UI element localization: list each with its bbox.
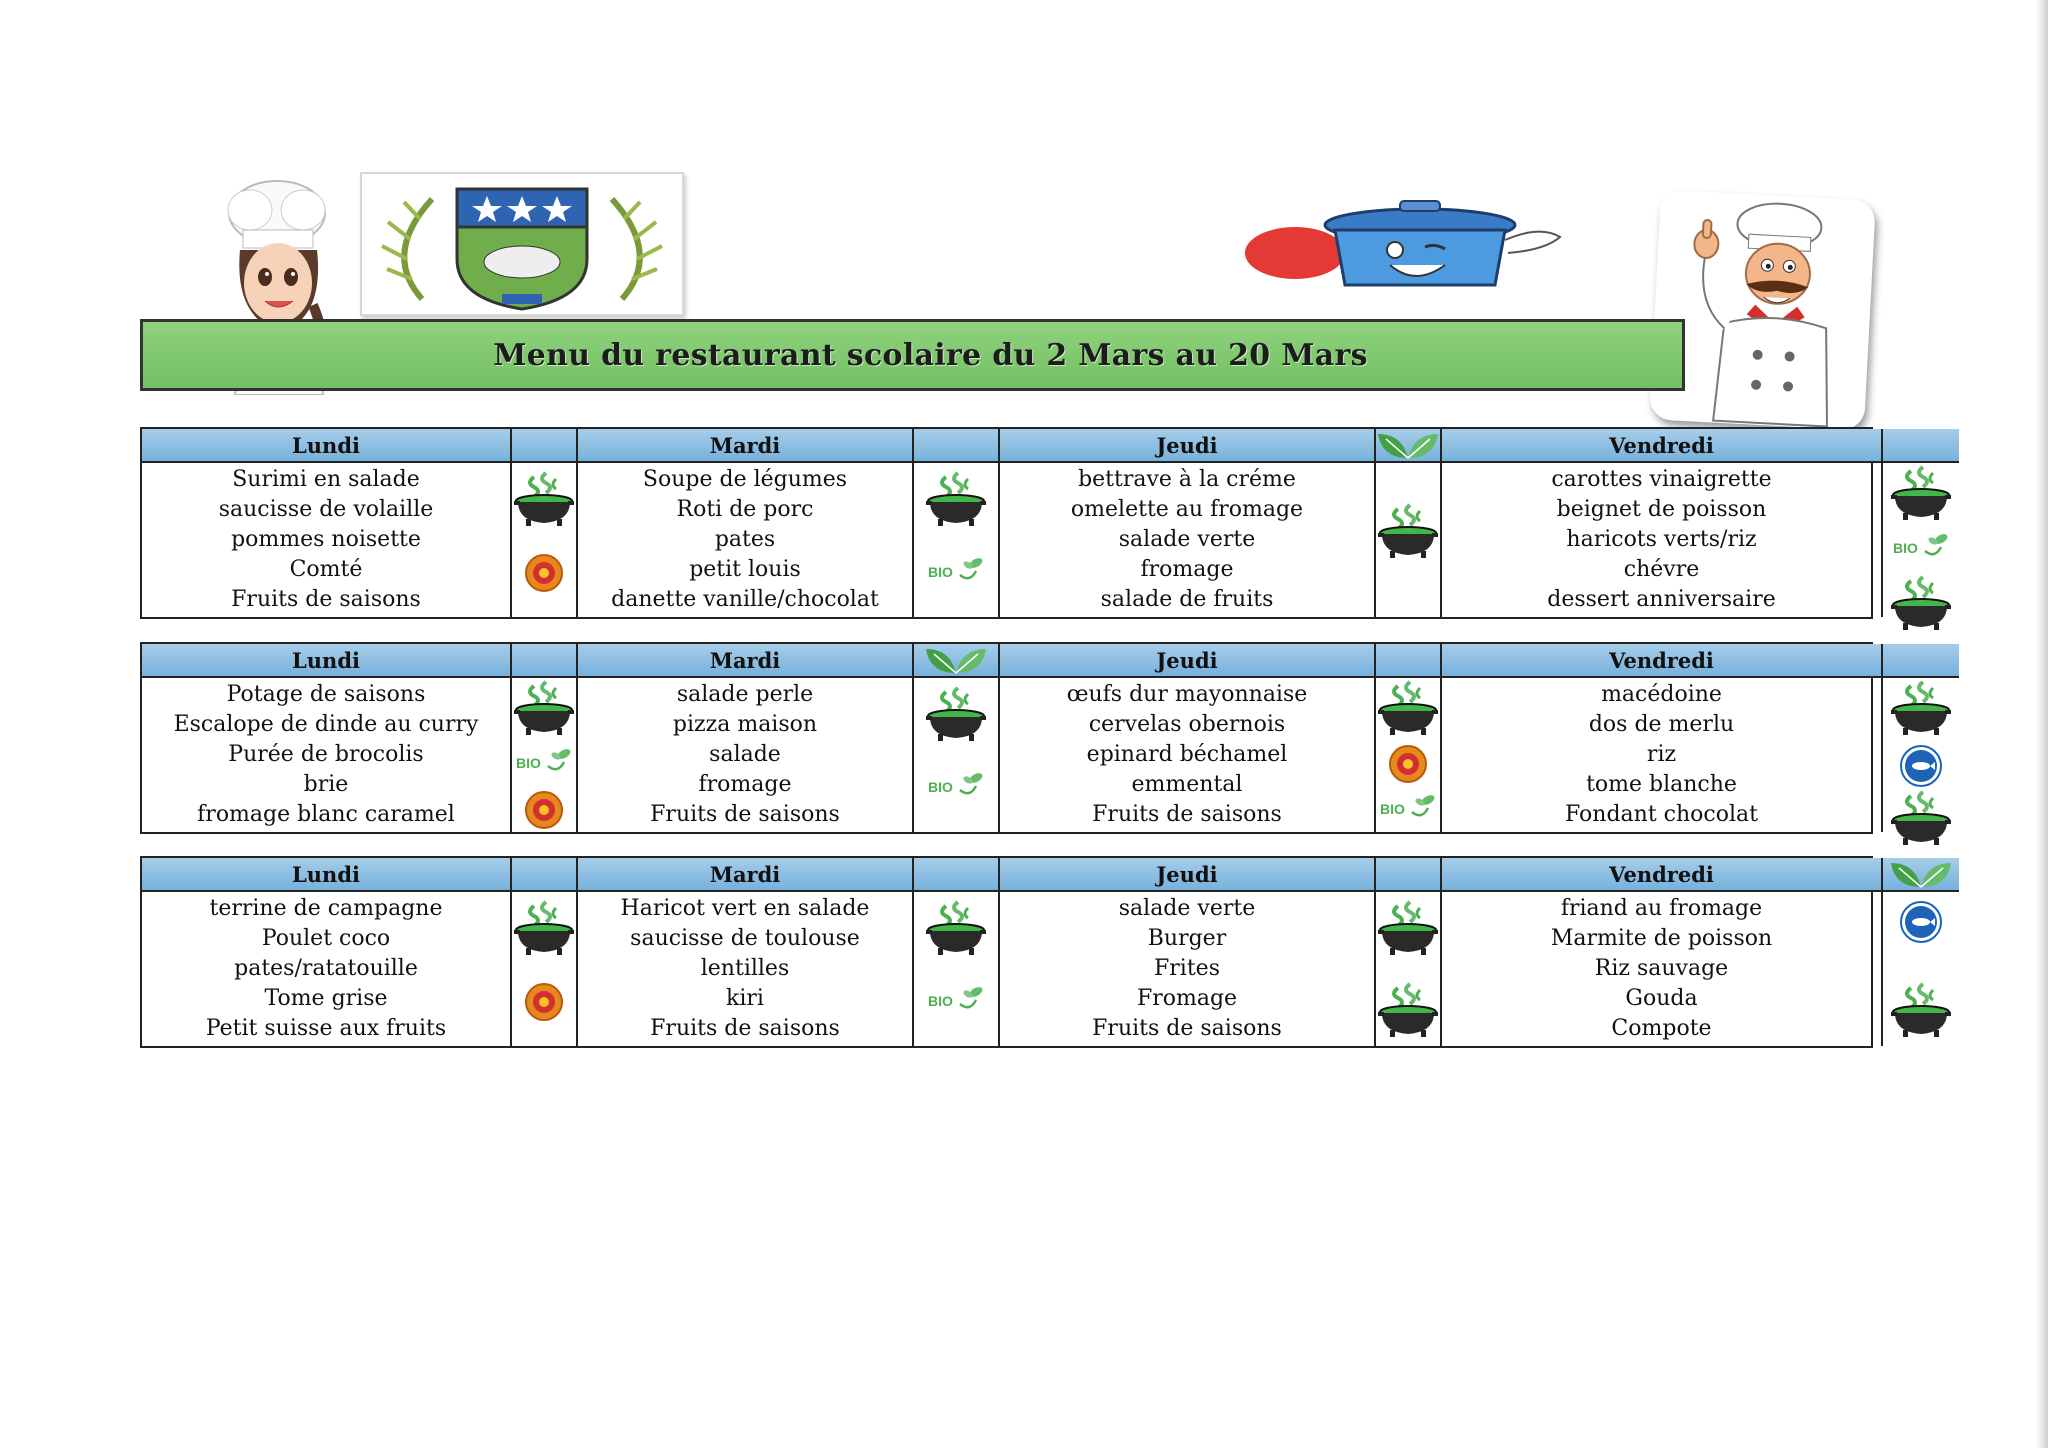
quality-labels-cell (1883, 463, 1959, 617)
quality-labels-cell (1376, 463, 1442, 617)
quality-labels-cell (512, 678, 578, 832)
svg-text:BIO: BIO (928, 993, 953, 1009)
vegetarian-leaf-icon (920, 645, 992, 675)
dish-item: tome blanche (1586, 772, 1737, 797)
dish-item: Comté (289, 557, 363, 582)
dish-list-lundi (142, 892, 512, 1046)
label-header-cell (1883, 644, 1959, 678)
dish-item: pates (714, 527, 776, 552)
dish-item: Fruits de saisons (1092, 802, 1282, 827)
bio-label-icon (924, 768, 988, 800)
dish-item: fromage (1140, 557, 1234, 582)
homemade-pot-icon (924, 686, 988, 742)
homemade-pot-icon (1889, 982, 1953, 1038)
dish-item: kiri (726, 986, 764, 1011)
dish-item: Tome grise (264, 986, 388, 1011)
svg-text:BIO: BIO (1380, 801, 1405, 817)
label-header-cell (512, 429, 578, 463)
dish-item: haricots verts/riz (1566, 527, 1757, 552)
quality-labels-cell (1883, 678, 1959, 832)
day-header-vendredi: Vendredi (1442, 644, 1883, 678)
homemade-pot-icon (512, 900, 576, 956)
dish-item: pommes noisette (231, 527, 421, 552)
dish-item: Potage de saisons (226, 682, 426, 707)
dish-item: pizza maison (672, 712, 818, 737)
town-crest-logo (360, 172, 684, 316)
day-header-vendredi: Vendredi (1442, 429, 1883, 463)
dish-item: Petit suisse aux fruits (205, 1016, 447, 1041)
homemade-pot-icon (512, 680, 576, 736)
dish-item: Gouda (1625, 986, 1698, 1011)
quality-labels-cell (914, 892, 1000, 1046)
dish-item: Poulet coco (261, 926, 391, 951)
day-header-vendredi: Vendredi (1442, 858, 1883, 892)
dish-item: Purée de brocolis (228, 742, 424, 767)
homemade-pot-icon (1376, 503, 1440, 559)
homemade-pot-icon (1889, 465, 1953, 521)
homemade-pot-icon (1376, 680, 1440, 736)
dish-item: pates/ratatouille (234, 956, 418, 981)
dish-item: saucisse de toulouse (630, 926, 860, 951)
dish-item: dos de merlu (1588, 712, 1735, 737)
dish-item: Fruits de saisons (650, 802, 840, 827)
dish-item: emmental (1131, 772, 1243, 797)
week-table-2 (140, 642, 1873, 834)
dish-list-jeudi (1000, 463, 1376, 617)
dish-item: salade (709, 742, 781, 767)
vegetarian-leaf-icon (1885, 859, 1957, 889)
dish-list-lundi (142, 463, 512, 617)
dish-list-vendredi (1442, 678, 1883, 832)
dish-list-jeudi (1000, 892, 1376, 1046)
day-header-mardi: Mardi (578, 644, 914, 678)
label-header-cell (914, 429, 1000, 463)
dish-item: œufs dur mayonnaise (1066, 682, 1308, 707)
quality-labels-cell (1376, 678, 1442, 832)
homemade-pot-icon (924, 471, 988, 527)
cartoon-pot-illustration (1240, 195, 1600, 295)
label-header-cell (512, 858, 578, 892)
aop-label-icon (524, 790, 564, 830)
title-banner (140, 319, 1685, 391)
dish-list-mardi (578, 463, 914, 617)
homemade-pot-icon (1889, 575, 1953, 631)
dish-list-lundi (142, 678, 512, 832)
aop-label-icon (524, 982, 564, 1022)
dish-item: friand au fromage (1560, 896, 1763, 921)
day-header-lundi: Lundi (142, 644, 512, 678)
label-header-cell (512, 644, 578, 678)
dish-item: Soupe de légumes (642, 467, 848, 492)
homemade-pot-icon (512, 471, 576, 527)
dish-item: epinard béchamel (1086, 742, 1288, 767)
dish-item: fromage blanc caramel (197, 802, 455, 827)
dish-item: dessert anniversaire (1547, 587, 1776, 612)
label-header-cell (1376, 429, 1442, 463)
label-header-cell (914, 858, 1000, 892)
svg-text:BIO: BIO (928, 779, 953, 795)
homemade-pot-icon (1889, 790, 1953, 846)
dish-item: Compote (1611, 1016, 1712, 1041)
svg-text:BIO: BIO (1893, 540, 1918, 556)
aop-label-icon (524, 553, 564, 593)
sustainable-fishing-icon (1899, 900, 1943, 944)
svg-text:BIO: BIO (928, 564, 953, 580)
homemade-pot-icon (1376, 900, 1440, 956)
page-title: Menu du restaurant scolaire du 2 Mars au 20 Mars (493, 337, 1368, 373)
label-header-cell (1883, 858, 1959, 892)
quality-labels-cell (1883, 892, 1959, 1046)
dish-item: Burger (1147, 926, 1227, 951)
week-table-1 (140, 427, 1918, 619)
dish-item: danette vanille/chocolat (611, 587, 879, 612)
quality-labels-cell (512, 892, 578, 1046)
dish-item: Riz sauvage (1594, 956, 1729, 981)
aop-label-icon (1388, 744, 1428, 784)
dish-item: salade de fruits (1100, 587, 1274, 612)
dish-item: salade verte (1118, 527, 1256, 552)
male-chef-illustration (1649, 190, 1876, 431)
dish-item: riz (1646, 742, 1677, 767)
dish-item: brie (303, 772, 349, 797)
quality-labels-cell (512, 463, 578, 617)
dish-item: chévre (1623, 557, 1700, 582)
sustainable-fishing-icon (1899, 744, 1943, 788)
dish-item: lentilles (700, 956, 790, 981)
dish-item: Fruits de saisons (650, 1016, 840, 1041)
quality-labels-cell (914, 463, 1000, 617)
day-header-jeudi: Jeudi (1000, 858, 1376, 892)
dish-item: carottes vinaigrette (1551, 467, 1772, 492)
dish-item: salade verte (1118, 896, 1256, 921)
day-header-jeudi: Jeudi (1000, 644, 1376, 678)
dish-list-jeudi (1000, 678, 1376, 832)
homemade-pot-icon (924, 900, 988, 956)
dish-item: Roti de porc (676, 497, 814, 522)
dish-item: salade perle (676, 682, 814, 707)
label-header-cell (914, 644, 1000, 678)
dish-list-vendredi (1442, 892, 1883, 1046)
dish-item: cervelas obernois (1088, 712, 1286, 737)
day-header-mardi: Mardi (578, 429, 914, 463)
quality-labels-cell (1376, 892, 1442, 1046)
dish-item: beignet de poisson (1556, 497, 1767, 522)
bio-label-icon (1376, 790, 1440, 822)
page-edge-shadow (2036, 0, 2048, 1448)
quality-labels-cell (914, 678, 1000, 832)
dish-item: fromage (698, 772, 792, 797)
bio-label-icon (512, 744, 576, 776)
week-table-3 (140, 856, 1873, 1048)
svg-text:BIO: BIO (516, 755, 541, 771)
dish-item: omelette au fromage (1070, 497, 1304, 522)
dish-item: terrine de campagne (209, 896, 443, 921)
dish-item: Fromage (1136, 986, 1238, 1011)
dish-item: Marmite de poisson (1550, 926, 1773, 951)
day-header-lundi: Lundi (142, 429, 512, 463)
bio-label-icon (924, 982, 988, 1014)
dish-item: Frites (1154, 956, 1220, 981)
label-header-cell (1376, 858, 1442, 892)
dish-item: Fruits de saisons (231, 587, 421, 612)
dish-item: Haricot vert en salade (620, 896, 870, 921)
day-header-lundi: Lundi (142, 858, 512, 892)
label-header-cell (1376, 644, 1442, 678)
day-header-mardi: Mardi (578, 858, 914, 892)
dish-item: petit louis (689, 557, 801, 582)
dish-list-mardi (578, 678, 914, 832)
vegetarian-leaf-icon (1372, 430, 1444, 460)
dish-list-vendredi (1442, 463, 1883, 617)
day-header-jeudi: Jeudi (1000, 429, 1376, 463)
bio-label-icon (1889, 529, 1953, 561)
dish-item: Escalope de dinde au curry (173, 712, 479, 737)
dish-list-mardi (578, 892, 914, 1046)
homemade-pot-icon (1376, 982, 1440, 1038)
dish-item: saucisse de volaille (218, 497, 434, 522)
bio-label-icon (924, 553, 988, 585)
dish-item: Fondant chocolat (1565, 802, 1758, 827)
dish-item: macédoine (1601, 682, 1722, 707)
dish-item: Fruits de saisons (1092, 1016, 1282, 1041)
dish-item: Surimi en salade (232, 467, 420, 492)
homemade-pot-icon (1889, 680, 1953, 736)
dish-item: bettrave à la créme (1078, 467, 1296, 492)
label-header-cell (1883, 429, 1959, 463)
